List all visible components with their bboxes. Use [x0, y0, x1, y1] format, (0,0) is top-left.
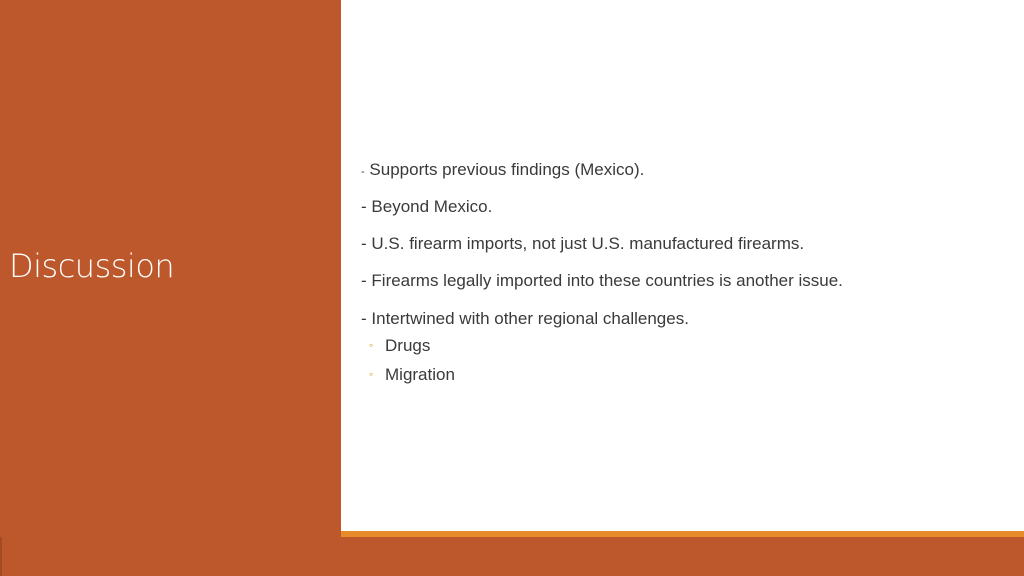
bullet-text: Beyond Mexico.: [371, 197, 493, 216]
bullet-dash: -: [361, 166, 365, 178]
circle-bullet-icon: ◦: [369, 367, 374, 381]
bullet-item: [361, 160, 644, 180]
bullet-item: [361, 197, 492, 217]
sub-bullet-text: Drugs: [385, 336, 431, 355]
bullet-text: Intertwined with other regional challenges.: [371, 309, 689, 328]
slide-title: Discussion: [9, 247, 175, 285]
bullet-dash: -: [361, 309, 367, 328]
bullet-text: U.S. firearm imports, not just U.S. manufactured firearms.: [371, 234, 805, 253]
bullet-text: Supports previous findings (Mexico).: [369, 160, 645, 179]
bullet-item: [361, 271, 843, 291]
bullet-item: [361, 234, 804, 254]
bullet-text: Firearms legally imported into these countries is another issue.: [371, 271, 843, 290]
bullet-dash: -: [361, 234, 367, 253]
bullet-dash: -: [361, 197, 367, 216]
title-panel: [0, 0, 341, 576]
circle-bullet-icon: ◦: [369, 338, 374, 352]
bullet-item: [361, 309, 689, 329]
sub-bullet-item: [369, 336, 430, 356]
panel-edge-divider: [0, 537, 2, 576]
sub-bullet-item: [369, 365, 455, 385]
bottom-bar: [341, 537, 1024, 576]
sub-bullet-text: Migration: [385, 365, 455, 384]
bullet-dash: -: [361, 271, 367, 290]
